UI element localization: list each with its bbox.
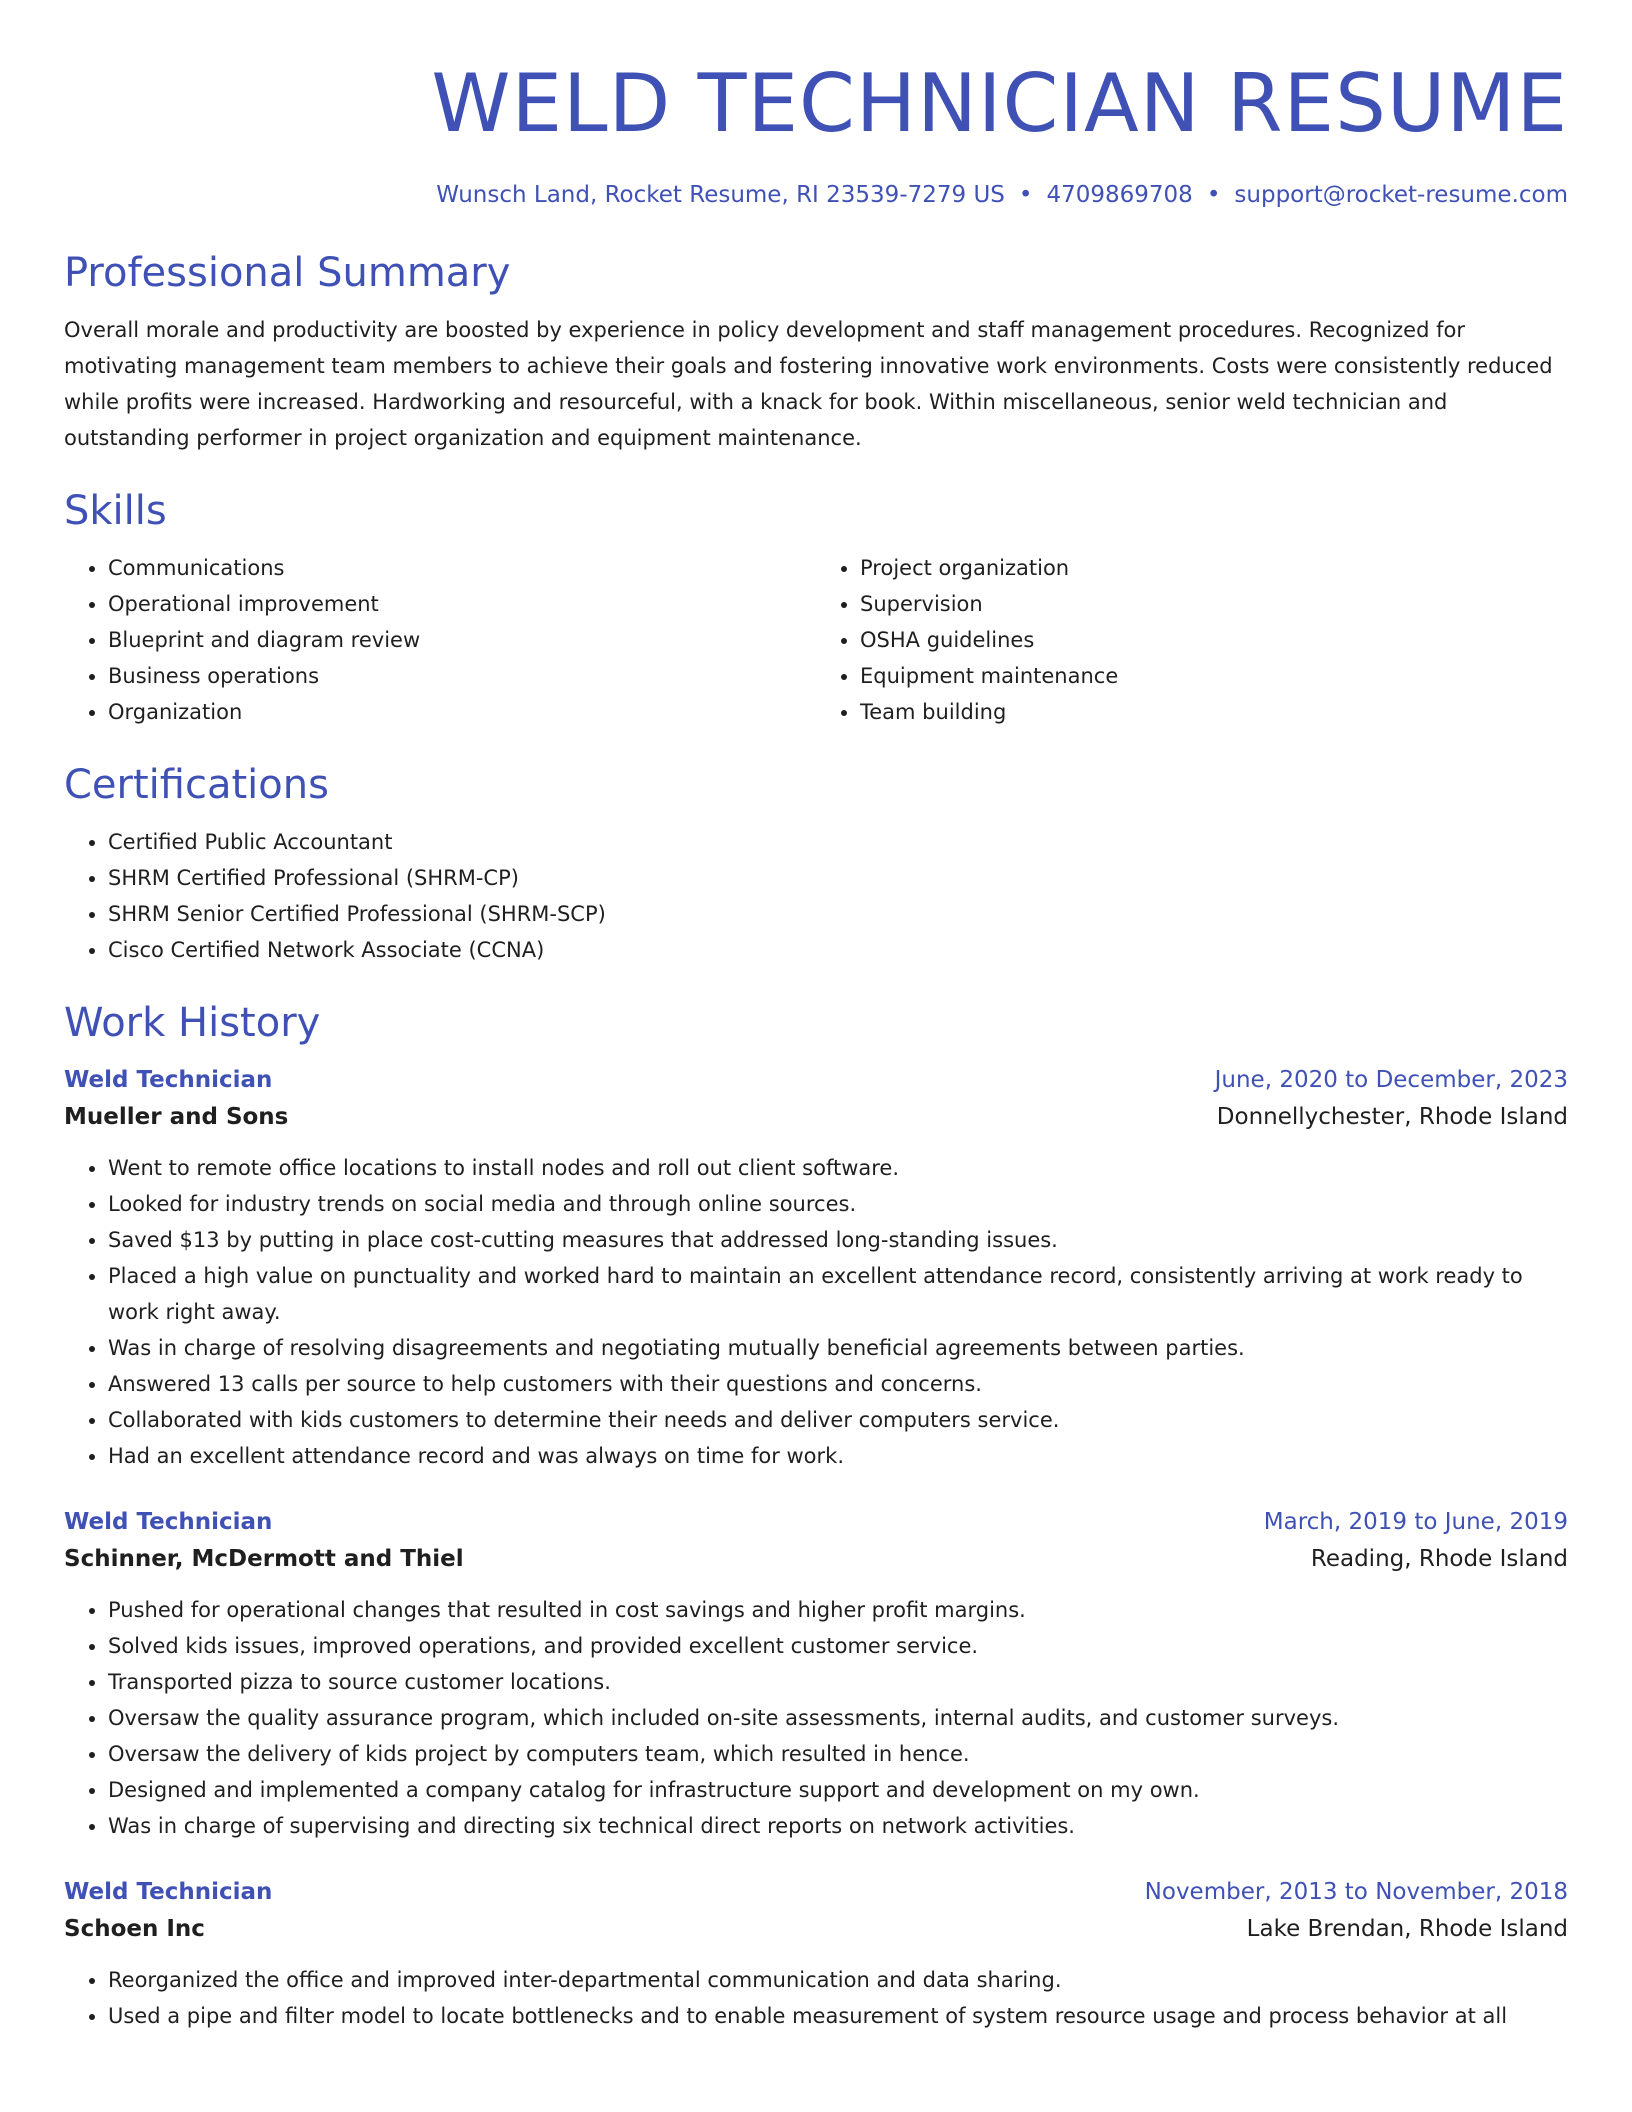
job-entry — [64, 1504, 1568, 1844]
skills-section — [64, 486, 1568, 730]
job-bullet: • Looked for industry trends on social media and through online sources. — [108, 1186, 1568, 1222]
contact-phone: 4709869708 — [1046, 182, 1193, 208]
job-dates: June, 2020 to December, 2023 — [1214, 1067, 1568, 1093]
skill-item: • Supervision — [860, 586, 1568, 622]
work-history-heading: Work History — [64, 1000, 321, 1046]
skill-item: • OSHA guidelines — [860, 622, 1568, 658]
job-company-row — [64, 1098, 1568, 1136]
job-bullet: • Went to remote office locations to install nodes and roll out client software. — [108, 1150, 1568, 1186]
job-entry — [64, 1062, 1568, 1474]
skills-columns — [64, 550, 1568, 730]
job-company: Mueller and Sons — [64, 1104, 289, 1130]
job-bullets — [64, 1592, 1568, 1844]
job-title-row — [64, 1874, 1568, 1910]
job-bullet: • Was in charge of supervising and directing six technical direct reports on network activities. — [108, 1808, 1568, 1844]
work-history-section — [64, 998, 1568, 2034]
contact-line — [64, 180, 1568, 210]
contact-separator: • — [1206, 182, 1221, 208]
job-bullet: • Transported pizza to source customer locations. — [108, 1664, 1568, 1700]
resume-header — [64, 0, 1568, 210]
skills-heading: Skills — [64, 488, 167, 534]
contact-email[interactable]: support@rocket-resume.com — [1234, 182, 1568, 208]
job-location: Donnellychester, Rhode Island — [1216, 1104, 1568, 1130]
certification-item: • Certified Public Accountant — [108, 824, 1568, 860]
skill-item: • Project organization — [860, 550, 1568, 586]
job-title-row — [64, 1062, 1568, 1098]
contact-address: Wunsch Land, Rocket Resume, RI 23539-7279 US — [436, 182, 1005, 208]
job-title: Weld Technician — [64, 1509, 273, 1535]
job-entry — [64, 1874, 1568, 2034]
job-company: Schoen Inc — [64, 1916, 205, 1942]
job-dates: November, 2013 to November, 2018 — [1144, 1879, 1568, 1905]
resume-title: WELD TECHNICIAN RESUME — [431, 57, 1568, 150]
job-bullets — [64, 1150, 1568, 1474]
job-dates: March, 2019 to June, 2019 — [1263, 1509, 1568, 1535]
skill-item: • Operational improvement — [108, 586, 816, 622]
summary-text: Overall morale and productivity are boosted by experience in policy development and staff management procedures. Recognized for motivating management team members to achieve their goals and fostering innovative work environments. Costs were consistently reduced while profits were increased. Hardworking and resourceful, with a knack for book. Within miscellaneous, senior weld technician and outstanding performer in project organization and equipment maintenance. — [64, 318, 1553, 450]
skill-item: • Team building — [860, 694, 1568, 730]
summary-section — [64, 248, 1568, 456]
job-company: Schinner, McDermott and Thiel — [64, 1546, 464, 1572]
job-bullet: • Answered 13 calls per source to help customers with their questions and concerns. — [108, 1366, 1568, 1402]
job-bullet: • Pushed for operational changes that resulted in cost savings and higher profit margins. — [108, 1592, 1568, 1628]
certification-item: • SHRM Certified Professional (SHRM-CP) — [108, 860, 1568, 896]
job-bullet: • Designed and implemented a company catalog for infrastructure support and development on my own. — [108, 1772, 1568, 1808]
skills-list-right — [816, 550, 1568, 730]
job-bullet: • Used a pipe and filter model to locate bottlenecks and to enable measurement of system resource usage and process behavior at all — [108, 1998, 1568, 2034]
skill-item: • Organization — [108, 694, 816, 730]
resume-page — [64, 0, 1568, 2034]
job-bullet: • Had an excellent attendance record and was always on time for work. — [108, 1438, 1568, 1474]
certification-item: • Cisco Certified Network Associate (CCNA) — [108, 932, 1568, 968]
job-bullet: • Reorganized the office and improved inter-departmental communication and data sharing. — [108, 1962, 1568, 1998]
skill-item: • Blueprint and diagram review — [108, 622, 816, 658]
job-bullet: • Oversaw the quality assurance program, which included on-site assessments, internal audits, and customer surveys. — [108, 1700, 1568, 1736]
job-title-row — [64, 1504, 1568, 1540]
job-bullet: • Solved kids issues, improved operations, and provided excellent customer service. — [108, 1628, 1568, 1664]
job-location: Lake Brendan, Rhode Island — [1246, 1916, 1568, 1942]
skill-item: • Equipment maintenance — [860, 658, 1568, 694]
job-bullet: • Was in charge of resolving disagreements and negotiating mutually beneficial agreements between parties. — [108, 1330, 1568, 1366]
job-company-row — [64, 1540, 1568, 1578]
skills-list-left — [64, 550, 816, 730]
job-bullet: • Placed a high value on punctuality and worked hard to maintain an excellent attendance record, consistently arriving at work ready to work right away. — [108, 1258, 1568, 1330]
certification-item: • SHRM Senior Certified Professional (SHRM-SCP) — [108, 896, 1568, 932]
skill-item: • Communications — [108, 550, 816, 586]
summary-heading: Professional Summary — [64, 250, 511, 296]
job-company-row — [64, 1910, 1568, 1948]
certifications-heading: Certifications — [64, 762, 329, 808]
job-location: Reading, Rhode Island — [1310, 1546, 1568, 1572]
skill-item: • Business operations — [108, 658, 816, 694]
job-bullet: • Saved $13 by putting in place cost-cutting measures that addressed long-standing issues. — [108, 1222, 1568, 1258]
certifications-list — [64, 824, 1568, 968]
certifications-section — [64, 760, 1568, 968]
job-title: Weld Technician — [64, 1067, 273, 1093]
job-bullet: • Oversaw the delivery of kids project by computers team, which resulted in hence. — [108, 1736, 1568, 1772]
job-title: Weld Technician — [64, 1879, 273, 1905]
job-bullet: • Collaborated with kids customers to determine their needs and deliver computers service. — [108, 1402, 1568, 1438]
job-bullets — [64, 1962, 1568, 2034]
contact-separator: • — [1018, 182, 1033, 208]
